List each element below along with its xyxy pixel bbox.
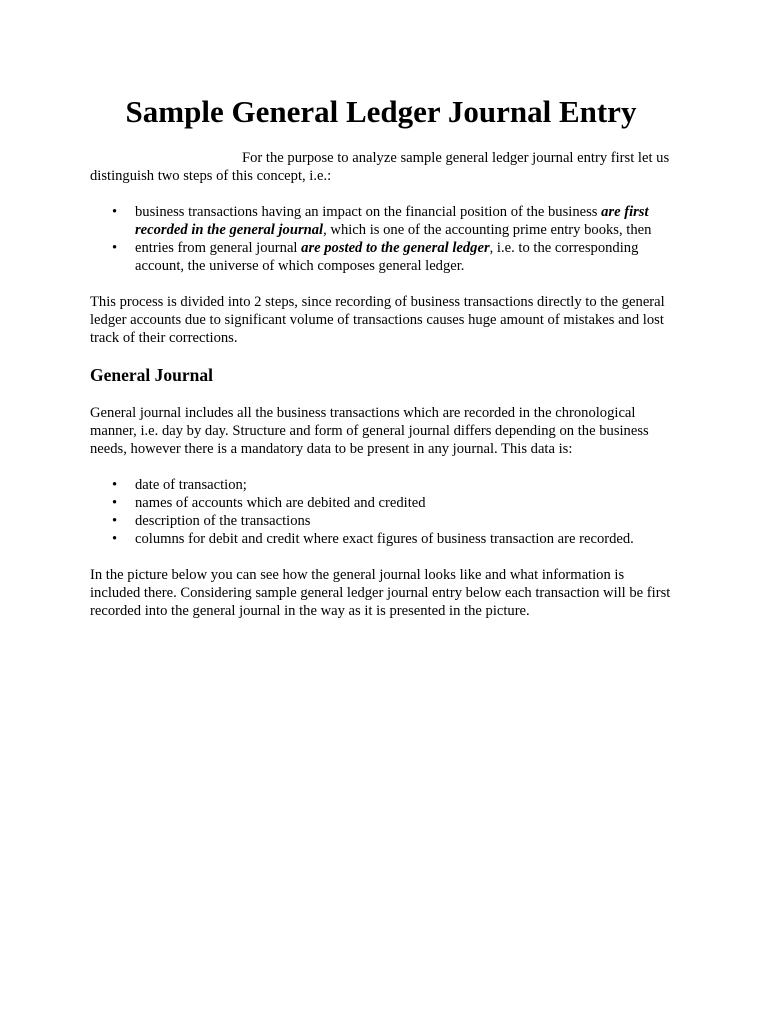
step-text-before: entries from general journal <box>135 240 302 256</box>
step-text-after: , which is one of the accounting prime entry books, then <box>323 222 652 238</box>
bullet-icon: • <box>112 513 118 529</box>
bullet-icon: • <box>112 204 118 220</box>
bullet-icon: • <box>112 531 118 547</box>
bullet-icon: • <box>112 495 118 511</box>
closing-paragraph: In the picture below you can see how the general journal looks like and what information is included there. Considering sample general ledger journal entry below each transaction will be first recorded into the general journal in the way as it is presented in the picture. <box>90 567 671 619</box>
list-item-text: names of accounts which are debited and credited <box>135 495 426 511</box>
list-item-text: date of transaction; <box>135 477 247 493</box>
bullet-icon: • <box>112 240 118 256</box>
list-item-text: columns for debit and credit where exact figures of business transaction are recorded. <box>135 531 634 547</box>
list-item <box>90 530 672 548</box>
step-emphasis: are posted to the general ledger <box>301 240 490 256</box>
list-item <box>90 494 672 512</box>
step-emphasis: are first recorded in the general journal <box>135 204 649 238</box>
list-item-text: description of the transactions <box>135 513 311 529</box>
process-paragraph: This process is divided into 2 steps, since recording of business transactions directly to the general ledger accounts due to significant volume of transactions causes huge amount of mistakes and lost track of their corrections. <box>90 294 665 346</box>
step-text-after: , i.e. to the corresponding account, the universe of which composes general ledger. <box>135 240 639 274</box>
section-heading: General Journal <box>90 365 213 385</box>
list-item <box>90 203 672 239</box>
bullet-icon: • <box>112 477 118 493</box>
list-item <box>90 512 672 530</box>
data-list <box>90 476 672 548</box>
intro-paragraph: For the purpose to analyze sample general ledger journal entry first let us distinguish two steps of this concept, i.e.: <box>90 150 670 184</box>
steps-list <box>90 203 672 275</box>
list-item <box>90 239 672 275</box>
step-text-before: business transactions having an impact on the financial position of the business <box>135 204 602 220</box>
document-page <box>90 92 672 620</box>
document-title: Sample General Ledger Journal Entry <box>125 94 637 129</box>
list-item <box>90 476 672 494</box>
journal-paragraph: General journal includes all the business transactions which are recorded in the chronological manner, i.e. day by day. Structure and form of general journal differs depending on the business needs, however there is a mandatory data to be present in any journal. This data is: <box>90 405 649 457</box>
